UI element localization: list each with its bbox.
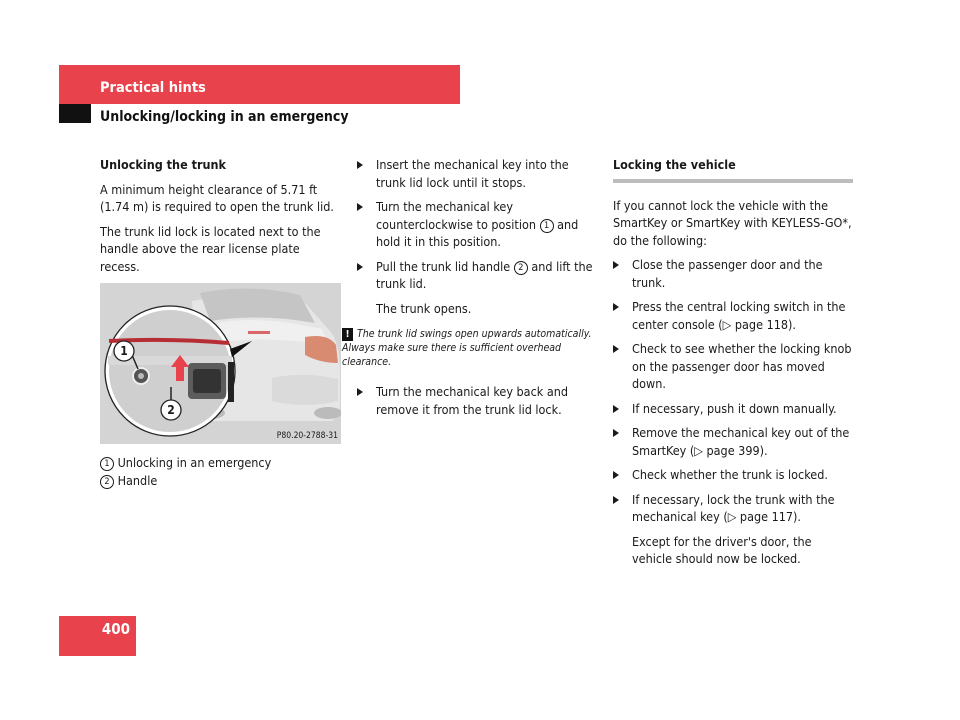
lock-location-paragraph: The trunk lid lock is located next to the handle above the rear license plate recess.: [100, 223, 321, 274]
warning-text: The trunk lid swings open upwards automatically. Always make sure there is sufficient overhead clearance.: [342, 328, 592, 368]
page-number-box: [59, 616, 136, 656]
subsection-title: Unlocking/locking in an emergency: [100, 109, 349, 125]
handle-marker-2: 2: [514, 261, 528, 275]
caption-unlocking: [100, 454, 342, 472]
locking-step-text: Close the passenger door and the trunk.: [632, 257, 823, 290]
caption-marker-2: 2: [100, 475, 114, 489]
clearance-paragraph: A minimum height clearance of 5.71 ft (1.74 m) is required to open the trunk lid.: [100, 181, 334, 214]
arrow-bullet-icon: [613, 261, 619, 269]
arrow-bullet-icon: [613, 496, 619, 504]
locking-step-text: If necessary, lock the trunk with the mechanical key (▷ page 117).: [632, 491, 835, 524]
trunk-illustration: [100, 283, 341, 444]
arrow-bullet-icon: [613, 345, 619, 353]
step-remove-key-text: Turn the mechanical key back and remove it from the trunk lid lock.: [376, 384, 568, 417]
arrow-bullet-icon: [613, 405, 619, 413]
locking-step: [613, 256, 853, 291]
warning-icon: !: [342, 328, 353, 341]
unlocking-heading: Unlocking the trunk: [100, 157, 227, 172]
caption-marker-1: 1: [100, 457, 114, 471]
step-turn-key-text-b: and hold it in this position.: [376, 216, 579, 249]
caption-handle-text: Handle: [117, 472, 158, 488]
trunk-figure: [100, 283, 341, 444]
arrow-bullet-icon: [357, 388, 363, 396]
locking-heading: Locking the vehicle: [613, 156, 853, 183]
locking-step-text: Check whether the trunk is locked.: [632, 467, 828, 482]
column-locking: [613, 156, 853, 575]
step-turn-key-text-a: Turn the mechanical key counterclockwise to position: [376, 199, 536, 232]
locking-step: [613, 400, 853, 418]
figure-callout-1: 1: [120, 344, 128, 358]
locking-steps: [613, 256, 853, 526]
locking-step: [613, 491, 853, 526]
figure-code: P80.20-2788-31: [276, 431, 338, 441]
locking-note: Except for the driver's door, the vehicle should now be locked.: [632, 533, 812, 566]
arrow-bullet-icon: [613, 303, 619, 311]
caption-unlocking-text: Unlocking in an emergency: [117, 455, 272, 470]
step-pull-handle-text-b: and lift the trunk lid.: [376, 258, 593, 291]
locking-step-text: If necessary, push it down manually.: [632, 400, 837, 416]
header-marker: [59, 104, 91, 123]
arrow-bullet-icon: [357, 203, 363, 211]
locking-step: [613, 340, 853, 393]
step-pull-handle-text-a: Pull the trunk lid handle: [376, 258, 511, 274]
arrow-bullet-icon: [357, 263, 363, 271]
arrow-bullet-icon: [613, 429, 619, 437]
arrow-bullet-icon: [613, 471, 619, 479]
step-insert-key-text: Insert the mechanical key into the trunk lid lock until it stops.: [376, 157, 569, 190]
locking-step: [613, 424, 853, 459]
step-pull-handle: [357, 258, 597, 293]
section-title: Practical hints: [100, 80, 206, 96]
column-steps: [342, 156, 597, 425]
arrow-bullet-icon: [357, 161, 363, 169]
step-turn-key: [357, 198, 597, 251]
figure-callout-2: 2: [167, 403, 175, 417]
step-insert-key: [357, 156, 597, 191]
locking-step-text: Remove the mechanical key out of the SmartKey (▷ page 399).: [632, 425, 850, 458]
locking-step-text: Check to see whether the locking knob on the passenger door has moved down.: [632, 341, 852, 391]
step-remove-key: [357, 383, 597, 418]
trunk-opens-result: The trunk opens.: [376, 300, 472, 316]
page-number: 400: [101, 620, 130, 638]
locking-step: [613, 298, 853, 333]
locking-step: [613, 466, 853, 484]
locking-intro: If you cannot lock the vehicle with the SmartKey or SmartKey with KEYLESS-GO*, do the following:: [613, 197, 852, 248]
warning-note: [342, 327, 597, 369]
column-unlocking: [100, 156, 342, 489]
caption-handle: [100, 472, 342, 490]
locking-step-text: Press the central locking switch in the center console (▷ page 118).: [632, 299, 846, 332]
position-marker-1: 1: [540, 219, 554, 233]
